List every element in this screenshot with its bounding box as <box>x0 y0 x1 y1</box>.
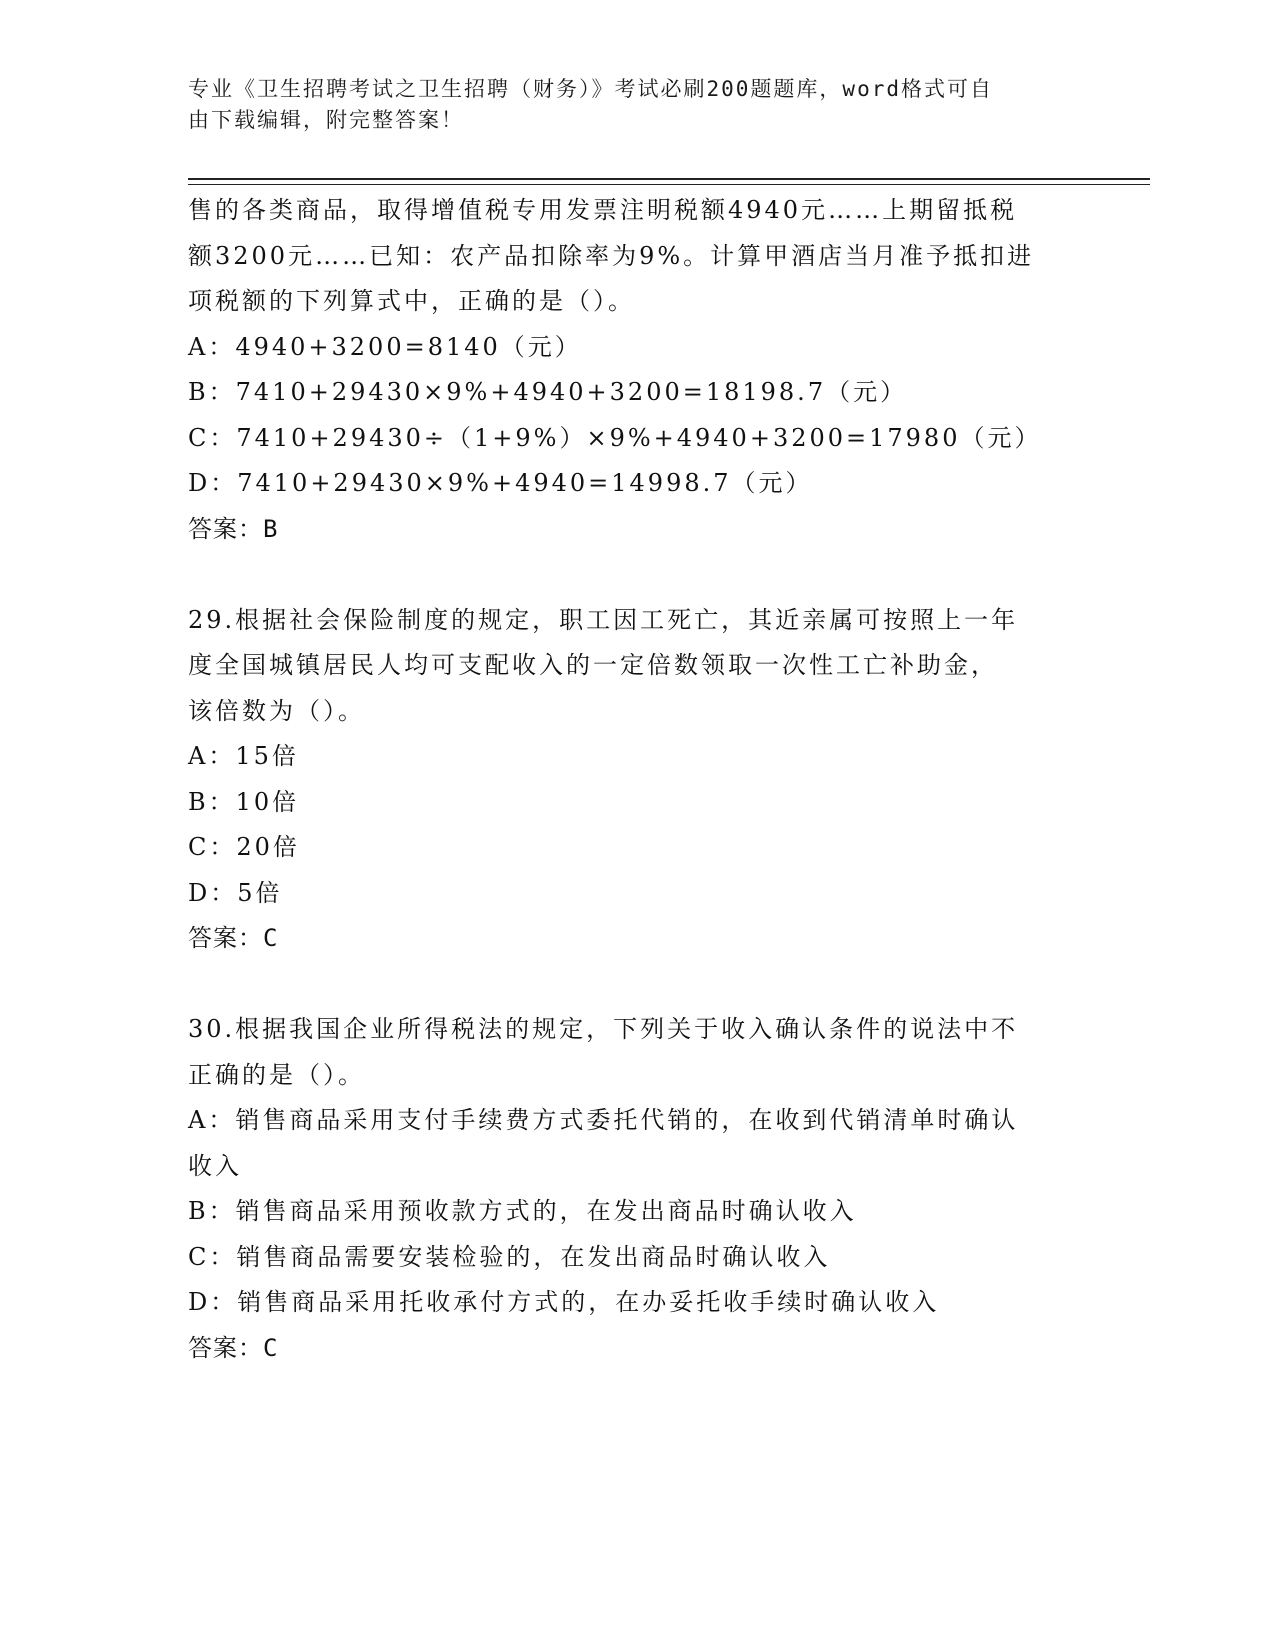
header-line-1: 专业《卫生招聘考试之卫生招聘（财务）》考试必刷200题题库，word格式可自 <box>188 77 993 101</box>
option-a: A：销售商品采用支付手续费方式委托代销的，在收到代销清单时确认 <box>188 1106 1019 1134</box>
option-c: C：销售商品需要安装检验的，在发出商品时确认收入 <box>188 1242 831 1271</box>
question-30 <box>188 1007 1088 1371</box>
option-b: B：7410+29430×9%+4940+3200=18198.7（元） <box>188 378 908 406</box>
option-a-continued: 收入 <box>188 1151 242 1180</box>
answer: 答案：C <box>188 924 279 952</box>
question-stem-line: 30.根据我国企业所得税法的规定，下列关于收入确认条件的说法中不 <box>188 1015 1019 1043</box>
question-stem-line: 项税额的下列算式中，正确的是（）。 <box>188 287 635 315</box>
option-b: B：10倍 <box>188 787 300 816</box>
header-line-2: 由下载编辑，附完整答案！ <box>188 108 464 132</box>
option-b: B：销售商品采用预收款方式的，在发出商品时确认收入 <box>188 1197 857 1225</box>
question-29 <box>188 598 1088 962</box>
document-body <box>188 188 1088 1371</box>
question-stem-line: 正确的是（）。 <box>188 1060 365 1089</box>
question-stem-line: 售的各类商品，取得增值税专用发票注明税额4940元……上期留抵税 <box>188 196 1018 224</box>
option-d: D：5倍 <box>188 878 283 907</box>
option-c: C：7410+29430÷（1+9%）×9%+4940+3200=17980（元） <box>188 423 1042 452</box>
header-divider-thin <box>188 184 1150 185</box>
document-header <box>188 74 1068 136</box>
answer: 答案：C <box>188 1333 279 1362</box>
question-stem-line: 29.根据社会保险制度的规定，职工因工死亡，其近亲属可按照上一年 <box>188 605 1019 634</box>
question-stem-line: 额3200元……已知：农产品扣除率为9%。计算甲酒店当月准予抵扣进 <box>188 241 1035 270</box>
spacer <box>188 552 1088 598</box>
answer: 答案：B <box>188 514 279 543</box>
question-stem-line: 该倍数为（）。 <box>188 696 365 725</box>
option-a: A：4940+3200=8140（元） <box>188 332 582 361</box>
header-divider-thick <box>188 178 1150 180</box>
option-a: A：15倍 <box>188 742 299 770</box>
spacer <box>188 962 1088 1008</box>
option-c: C：20倍 <box>188 833 300 861</box>
question-28 <box>188 188 1088 552</box>
option-d: D：销售商品采用托收承付方式的，在办妥托收手续时确认收入 <box>188 1288 940 1316</box>
option-d: D：7410+29430×9%+4940=14998.7（元） <box>188 469 813 497</box>
question-stem-line: 度全国城镇居民人均可支配收入的一定倍数领取一次性工亡补助金， <box>188 651 998 679</box>
